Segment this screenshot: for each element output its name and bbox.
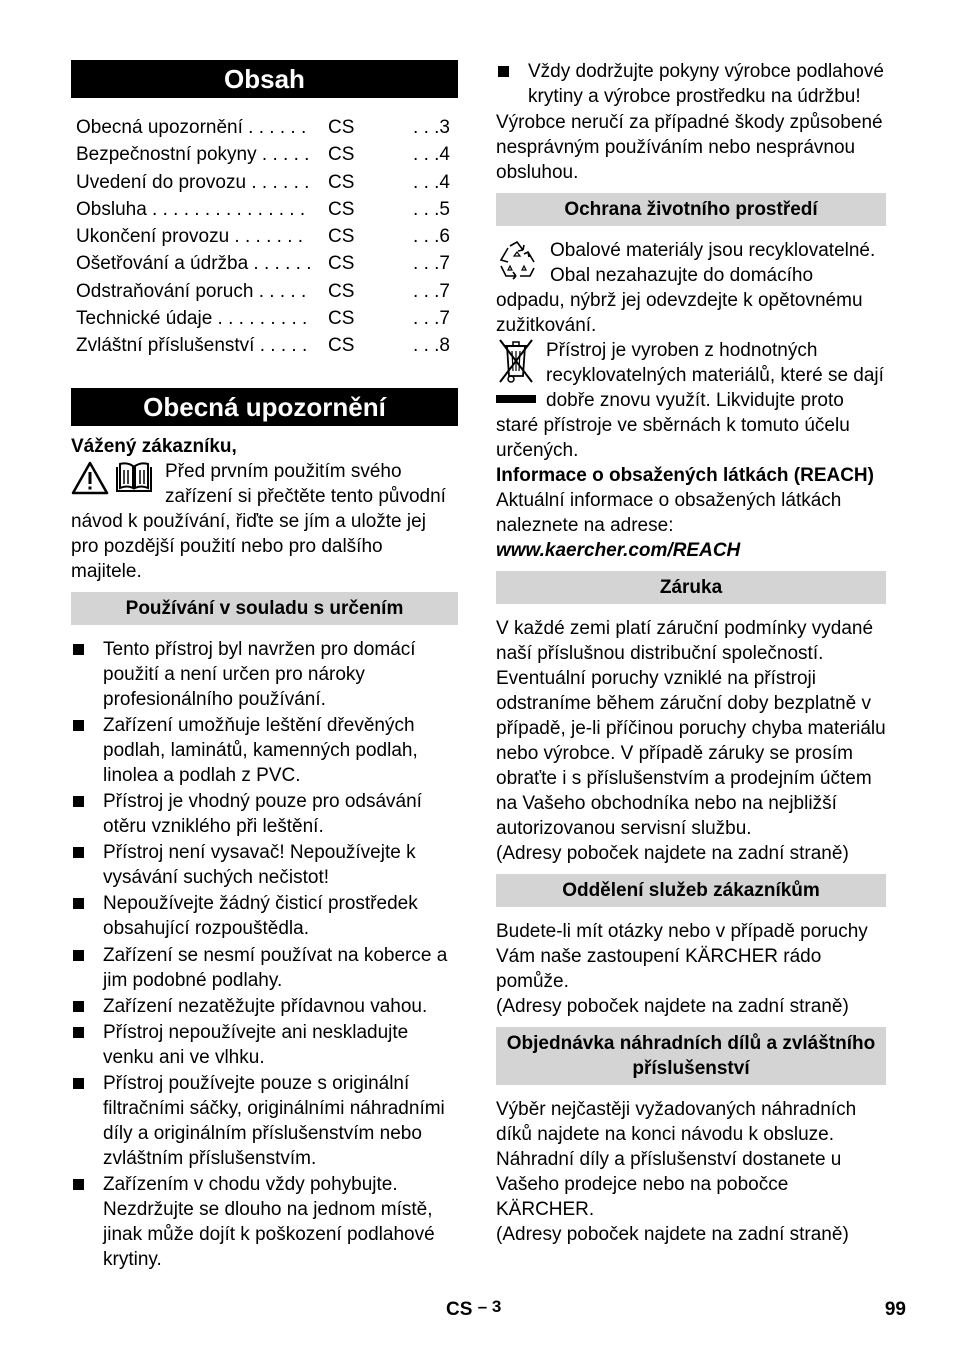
list-item-text: Přístroj používejte pouze s originální filtračními sáčky, originálními náhradními díly a originálním příslušenstvím nebo zvláštním příslušenstvím. — [103, 1073, 445, 1170]
bullet-square-icon — [73, 1027, 84, 1038]
warning-triangle-icon — [71, 461, 109, 495]
toc-dots: . . . . . — [254, 335, 308, 357]
intro-text: Před prvním použitím svého zařízení si přečtěte tento původní návod k používání, řiďte se jím a uložte jej pro pozdější použití nebo pro dalšího majitele. — [71, 460, 446, 582]
packaging-text: Obalové materiály jsou recyklovatelné. Obal nezahazujte do domácího odpadu, nýbrž jej odevzdejte k opětovnému zužitkování. — [496, 240, 876, 337]
list-item-text: Tento přístroj byl navržen pro domácí použití a není určen pro nároky profesionálního používání. — [103, 638, 416, 710]
list-item — [71, 1172, 458, 1272]
list-item — [71, 789, 458, 839]
toc-page: . . .6 — [413, 226, 450, 248]
toc-lang: CS — [328, 308, 355, 330]
toc-page: . . .7 — [413, 308, 450, 330]
list-item — [71, 891, 458, 941]
bullet-square-icon — [73, 644, 84, 655]
toc-item[interactable] — [71, 141, 458, 168]
list-item — [71, 1020, 458, 1070]
crossed-bin-wrap — [496, 338, 536, 403]
toc-item[interactable] — [71, 223, 458, 250]
toc-dots: . . . . . . — [246, 171, 310, 193]
spare-parts-title: Objednávka náhradních dílů a zvláštního příslušenství — [496, 1027, 886, 1085]
general-notes-title: Obecná upozornění — [71, 388, 458, 426]
customer-service-text: Budete-li mít otázky nebo v případě poruchy Vám naše zastoupení KÄRCHER rádo pomůže. — [496, 921, 868, 993]
liability-text: Výrobce neručí za případné škody způsobené nesprávným používáním nebo nesprávnou obsluhou. — [496, 112, 883, 184]
toc-lang: CS — [328, 335, 355, 357]
toc-item[interactable] — [71, 196, 458, 223]
disposal-text: Přístroj je vyroben z hodnotných recyklovatelných materiálů, které se dají dobře znovu využít. Likvidujte proto staré přístroje ve sběrnách k tomuto účelu určených. — [496, 340, 884, 462]
toc-label: Obecná upozornění — [76, 117, 243, 138]
footer-section-label — [446, 1297, 501, 1322]
toc-item[interactable] — [71, 278, 458, 305]
toc-lang: CS — [328, 144, 355, 166]
toc-label: Technické údaje — [76, 308, 213, 330]
customer-service-addresses: (Adresy poboček najdete na zadní straně) — [496, 996, 849, 1018]
toc-dots: . . . . . . — [242, 117, 307, 138]
toc-lang: CS — [328, 226, 355, 248]
bullet-square-icon — [498, 66, 509, 77]
toc-page: . . .7 — [413, 280, 450, 302]
toc-dots: . . . . . . . . . . . . . . . — [146, 198, 306, 220]
toc-item[interactable] — [71, 169, 458, 196]
toc-page: . . .8 — [413, 335, 450, 357]
toc-page: . . .4 — [413, 171, 450, 193]
toc-lang: CS — [328, 198, 355, 220]
toc-label: Uvedení do provozu — [76, 171, 247, 193]
bullet-square-icon — [73, 1001, 84, 1012]
intended-use-list-continued — [496, 59, 886, 109]
toc-title: Obsah — [71, 60, 458, 98]
bullet-square-icon — [73, 1179, 84, 1190]
intended-use-title: Používání v souladu s určením — [71, 592, 458, 625]
customer-service-title: Oddělení služeb zákazníkům — [496, 874, 886, 907]
salutation: Vážený zákazníku, — [71, 435, 237, 457]
environment-title: Ochrana životního prostředí — [496, 193, 886, 226]
bullet-square-icon — [73, 796, 84, 807]
list-item-text: Vždy dodržujte pokyny výrobce podlahové krytiny a výrobce prostředku na údržbu! — [528, 61, 884, 107]
reach-link[interactable]: www.kaercher.com/REACH — [496, 540, 741, 562]
recycle-icon — [496, 240, 538, 280]
page-number: 99 — [884, 1299, 906, 1320]
toc-label: Bezpečnostní pokyny — [76, 144, 257, 166]
list-item — [71, 1071, 458, 1171]
list-item-text: Zařízením v chodu vždy pohybujte. Nezdržujte se dlouho na jednom místě, jinak může dojít k poškození podlahové krytiny. — [103, 1174, 435, 1271]
disposal-block — [496, 338, 886, 463]
warranty-addresses: (Adresy poboček najdete na zadní straně) — [496, 843, 849, 865]
warranty-title: Záruka — [496, 571, 886, 604]
right-column — [496, 59, 886, 1247]
toc-item[interactable] — [71, 305, 458, 332]
intended-use-list — [71, 637, 458, 1273]
spare-parts-addresses: (Adresy poboček najdete na zadní straně) — [496, 1224, 849, 1246]
list-item — [71, 994, 458, 1019]
warranty-text: V každé zemi platí záruční podmínky vydané naší příslušnou distribuční společností. Eventuální poruchy vzniklé na přístroji odstraníme během záruční doby bezplatně v případě, je-li příčinou poruchy chyba materiálu nebo výrobce. V případě záruky se prosím obraťte i s příslušenstvím a prodejním účtem na Vašeho obchodníka nebo na nejbližší autorizovanou servisní službu. — [496, 618, 886, 840]
toc-lang: CS — [328, 171, 355, 193]
bullet-square-icon — [73, 898, 84, 909]
list-item-text: Přístroj nepoužívejte ani neskladujte venku ani ve vlhku. — [103, 1021, 409, 1068]
toc-dots: . . . . . . . . . — [212, 308, 308, 330]
list-item — [71, 840, 458, 890]
list-item-text: Zařízení nezatěžujte přídavnou vahou. — [103, 995, 428, 1017]
toc-dots: . . . . . . — [248, 253, 312, 275]
bullet-square-icon — [73, 950, 84, 961]
left-column — [71, 60, 458, 1274]
crossed-out-wheelie-bin-icon — [496, 338, 536, 384]
toc-page: . . .4 — [413, 144, 450, 166]
toc-item[interactable] — [71, 250, 458, 277]
toc-label: Ošetřování a údržba — [76, 253, 249, 275]
toc-page: . . .5 — [413, 198, 450, 220]
reach-heading: Informace o obsažených látkách (REACH) — [496, 465, 874, 487]
footer-section: CS — [446, 1299, 473, 1320]
list-item-text: Zařízení se nesmí používat na koberce a jim podobné podlahy. — [103, 944, 448, 991]
packaging-block — [496, 238, 886, 338]
spare-parts-text: Výběr nejčastěji vyžadovaných náhradních díků najdete na konci návodu k obsluze. Náhradní díly a příslušenství dostanete u Vašeho prodejce nebo na pobočce KÄRCHER. — [496, 1099, 857, 1221]
list-item-text: Přístroj je vhodný pouze pro odsávání otěru vzniklého při leštění. — [103, 791, 422, 838]
bullet-square-icon — [73, 720, 84, 731]
list-item — [71, 713, 458, 788]
toc-label: Odstraňování poruch — [76, 280, 254, 302]
toc-label: Obsluha — [76, 198, 147, 220]
list-item-text: Nepoužívejte žádný čisticí prostředek obsahující rozpouštědla. — [103, 893, 418, 940]
list-item-text: Zařízení umožňuje leštění dřevěných podlah, laminátů, kamenných podlah, linolea a podlah z PVC. — [103, 714, 418, 786]
intro-block — [71, 459, 458, 584]
toc-lang: CS — [328, 253, 355, 275]
list-item — [71, 943, 458, 993]
toc-page: . . .3 — [413, 117, 450, 138]
footer-section-page: – 3 — [477, 1297, 502, 1316]
toc-label: Zvláštní příslušenství — [76, 335, 255, 357]
toc-item[interactable] — [71, 114, 458, 141]
list-item-text: Přístroj není vysavač! Nepoužívejte k vysávání suchých nečistot! — [103, 842, 416, 889]
toc-dots: . . . . . — [256, 144, 310, 166]
list-item — [71, 637, 458, 712]
toc-page: . . .7 — [413, 253, 450, 275]
manual-book-icon — [113, 461, 155, 495]
toc-label: Ukončení provozu — [76, 226, 230, 248]
toc-dots: . . . . . . . — [229, 226, 304, 248]
bullet-square-icon — [73, 1078, 84, 1089]
toc-lang: CS — [328, 280, 355, 302]
toc-lang: CS — [328, 117, 355, 138]
toc-dots: . . . . . — [253, 280, 307, 302]
list-item — [496, 59, 886, 109]
warning-manual-icons — [71, 461, 155, 495]
reach-text: Aktuální informace o obsažených látkách naleznete na adrese: — [496, 490, 842, 537]
bin-underline-bar — [496, 395, 536, 403]
table-of-contents — [71, 114, 458, 360]
bullet-square-icon — [73, 847, 84, 858]
toc-item[interactable] — [71, 332, 458, 359]
